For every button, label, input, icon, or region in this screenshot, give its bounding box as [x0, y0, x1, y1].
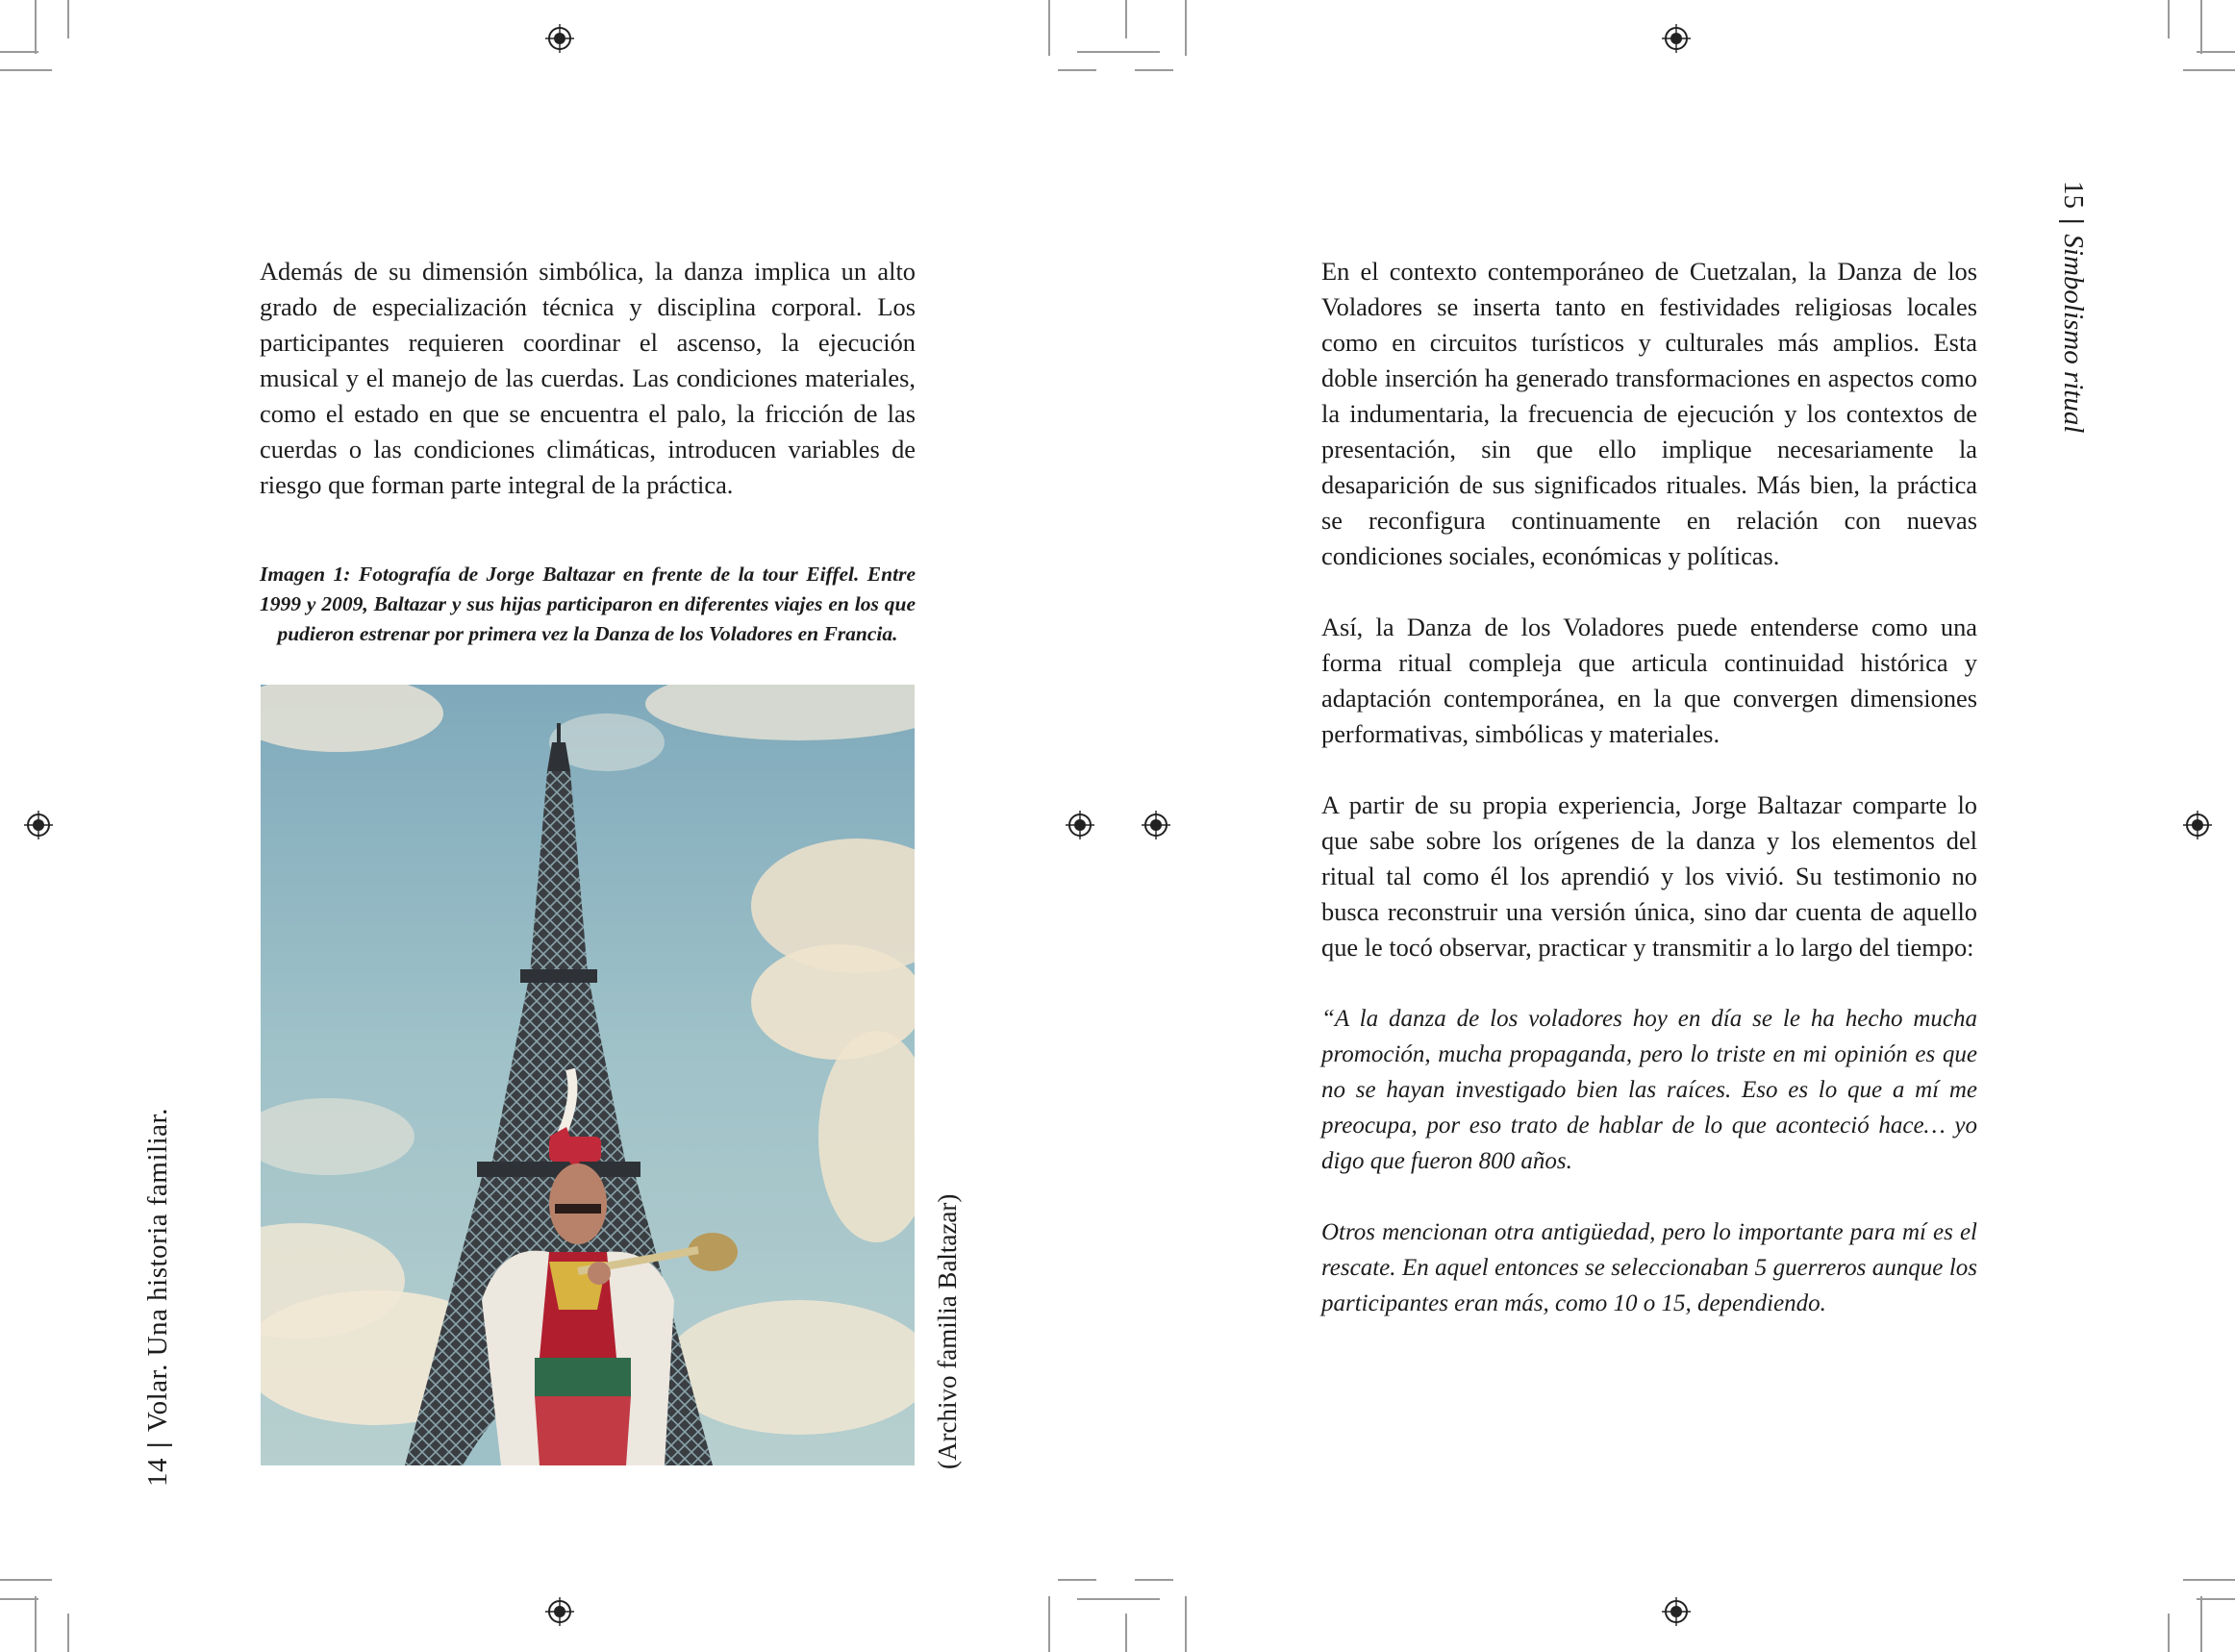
right-body-text	[1321, 254, 1977, 1321]
body-paragraph: A partir de su propia experiencia, Jorge Baltazar comparte lo que sabe sobre los orígenes de la danza y los elementos del ritual tal como él los aprendió y los vivió. Su testimonio no busca reconstruir una versión única, sino dar cuenta de aquello que le tocó observar, practicar y transmitir a lo largo del tiempo:	[1321, 790, 1977, 962]
registration-mark-icon	[1066, 811, 1094, 839]
registration-mark-icon	[545, 1597, 574, 1626]
registration-mark-icon	[1662, 24, 1691, 53]
running-title: Simbolismo ritual	[2058, 234, 2089, 434]
right-page-header	[2057, 181, 2089, 433]
separator: |	[142, 1441, 173, 1448]
page-number: 15	[2058, 181, 2089, 209]
registration-mark-icon	[1662, 1597, 1691, 1626]
left-body-text	[260, 254, 916, 503]
figure-caption: Imagen 1: Fotografía de Jorge Baltazar en frente de la tour Eiffel. Entre 1999 y 2009, Baltazar y sus hijas participaron en diferentes viajes en los que pudieron estrenar por primera vez la Danza de los Voladores en Francia.	[260, 563, 916, 645]
body-paragraph: Además de su dimensión simbólica, la danza implica un alto grado de especialización técnica y disciplina corporal. Los participantes requieren coordinar el ascenso, la ejecución musical y el manejo de las cuerdas. Las condiciones materiales, como el estado en que se encuentra el palo, la fricción de las cuerdas o las condiciones climáticas, introducen variables de riesgo que forman parte integral de la práctica.	[260, 257, 916, 499]
registration-mark-icon	[2183, 811, 2212, 839]
registration-mark-icon	[545, 24, 574, 53]
left-page-footer	[142, 1108, 174, 1487]
registration-mark-icon	[1142, 811, 1170, 839]
registration-mark-icon	[24, 811, 53, 839]
eiffel-tower-photo	[261, 685, 915, 1465]
body-paragraph: En el contexto contemporáneo de Cuetzalan, la Danza de los Voladores se inserta tanto en festividades religiosas locales como en circuitos turísticos y culturales más amplios. Esta doble inserción ha generado transformaciones en aspectos como la indumentaria, la frecuencia de ejecución y los contextos de presentación, sin que ello implique necesariamente la desaparición de sus significados rituales. Más bien, la práctica se reconfigura continuamente en relación con nuevas condiciones sociales, económicas y políticas.	[1321, 257, 1977, 570]
body-paragraph: Así, la Danza de los Voladores puede entenderse como una forma ritual compleja que articula continuidad histórica y adaptación contemporánea, en la que convergen dimensiones performativas, simbólicas y materiales.	[1321, 613, 1977, 748]
page-number: 14	[142, 1458, 173, 1487]
separator: |	[2058, 218, 2089, 225]
testimony-quote: “A la danza de los voladores hoy en día se le ha hecho mucha promoción, mucha propaganda, pero lo triste en mi opinión es que no se hayan investigado bien las raíces. Eso es lo que a mí me preocupa, por eso trato de hablar de lo que aconteció hace… yo digo que fueron 800 años.	[1321, 1006, 1977, 1174]
running-title: Volar. Una historia familiar.	[142, 1108, 173, 1433]
testimony-quote: Otros mencionan otra antigüedad, pero lo importante para mí es el rescate. En aquel entonces se seleccionaban 5 guerreros aunque los participantes eran más, como 10 o 15, dependiendo.	[1321, 1219, 1977, 1316]
eiffel-tower-icon	[261, 685, 915, 1465]
photo-credit: (Archivo familia Baltazar)	[933, 1193, 962, 1469]
